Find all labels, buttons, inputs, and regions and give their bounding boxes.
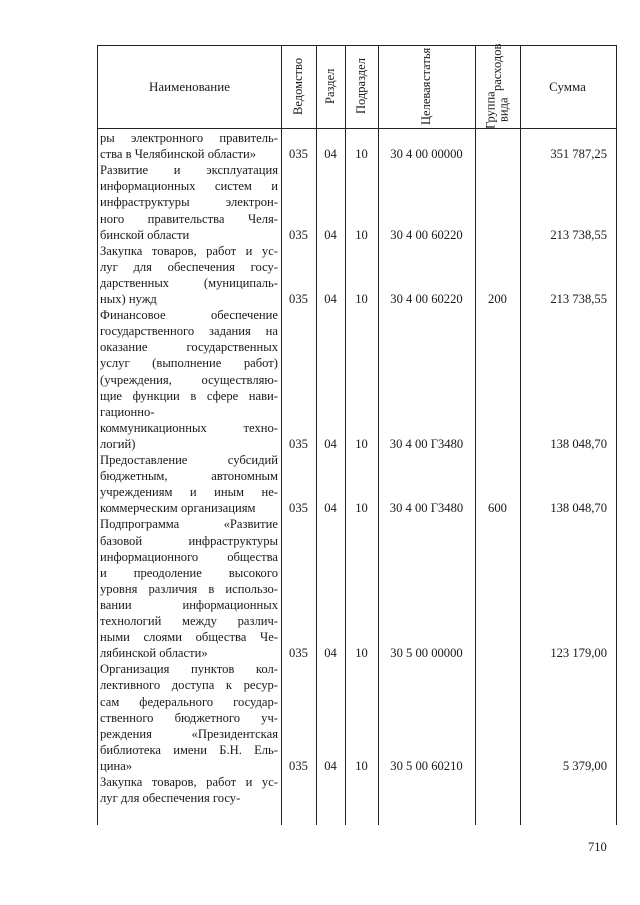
row-expense-group: 200: [488, 292, 507, 306]
row-name-line: бюджетным, автономным: [100, 469, 278, 484]
row-name-line: учреждениям и иным не-: [100, 485, 278, 500]
row-name-line: и преодоление высокого: [100, 565, 278, 580]
row-target-article: 30 4 00 60220: [390, 227, 463, 242]
row-subsection: 10: [355, 646, 368, 661]
row-name-line: библиотека имени Б.Н. Ель-: [100, 742, 278, 757]
row-target-article: 30 5 00 60210: [390, 758, 463, 773]
row-dept: 035: [289, 436, 308, 451]
row-name-line: коммерческим организациям: [100, 501, 256, 516]
row-section: 04: [324, 436, 337, 451]
row-name-line: цина»: [100, 758, 133, 773]
row-name-line: коммуникационных техно-: [100, 420, 278, 435]
header-subsection: Подраздел: [353, 58, 368, 115]
row-name-line: инфраструктуры электрон-: [100, 195, 278, 210]
row-name-line: (учреждения, осуществляю-: [100, 372, 278, 387]
header-group-line-2: расходов: [489, 43, 504, 92]
row-subsection: 10: [355, 292, 368, 306]
row-dept: 035: [289, 758, 308, 773]
row-subsection: 10: [355, 501, 368, 516]
row-name-line: луг для обеспечения госу-: [100, 259, 278, 274]
row-name-line: ственного бюджетного уч-: [100, 710, 278, 725]
row-section: 04: [324, 501, 337, 516]
row-sum: 123 179,00: [550, 646, 607, 661]
header-name: Наименование: [149, 78, 230, 94]
row-name-line: ства в Челябинской области»: [100, 147, 257, 162]
row-name-line: логий): [100, 436, 136, 451]
row-name-line: ными слоями общества Че-: [100, 630, 278, 645]
row-name-line: Закупка товаров, работ и ус-: [100, 243, 278, 258]
row-name-line: Финансовое обеспечение: [100, 308, 278, 323]
row-name-line: гационно-: [100, 404, 155, 419]
row-section: 04: [324, 758, 337, 773]
row-target-article: 30 5 00 00000: [390, 646, 463, 661]
row-name-line: лективного доступа к ресур-: [100, 678, 278, 693]
row-name-line: информационных систем и: [100, 179, 278, 194]
row-sum: 5 379,00: [562, 758, 607, 773]
row-dept: 035: [289, 147, 308, 162]
row-name-line: Предоставление субсидий: [100, 453, 278, 467]
row-section: 04: [324, 646, 337, 661]
row-dept: 035: [289, 501, 308, 516]
page-number: 710: [588, 840, 607, 854]
row-target-article: 30 4 00 Г3480: [389, 501, 464, 516]
row-sum: 138 048,70: [550, 501, 607, 516]
row-name-line: бинской области: [100, 227, 190, 242]
row-dept: 035: [289, 227, 308, 242]
row-name-line: Закупка товаров, работ и ус-: [100, 775, 278, 789]
row-subsection: 10: [355, 227, 368, 242]
row-dept: 035: [289, 292, 308, 306]
row-name-line: услуг (выполнение работ): [100, 356, 278, 371]
row-subsection: 10: [355, 147, 368, 162]
row-name-line: луг для обеспечения госу-: [100, 791, 241, 806]
row-target-article: 30 4 00 00000: [390, 147, 463, 162]
row-name-line: оказание государственных: [100, 340, 278, 355]
header-expense-group: [475, 45, 520, 128]
row-expense-group: 600: [488, 501, 507, 516]
row-sum: 351 787,25: [550, 147, 607, 162]
row-sum: 213 738,55: [550, 292, 607, 306]
row-target-article: 30 4 00 60220: [390, 292, 463, 306]
header-target-line-1: Целевая: [418, 81, 433, 125]
header-sum: Сумма: [549, 78, 586, 94]
row-target-article: 30 4 00 Г3480: [389, 436, 464, 451]
row-name-line: Организация пунктов кол-: [100, 662, 278, 677]
row-name-line: технологий между различ-: [100, 614, 278, 628]
row-name-line: сам федерального государ-: [100, 694, 278, 709]
row-name-line: уровня различия в использо-: [100, 581, 278, 596]
header-section: Раздел: [322, 68, 337, 105]
header-target-article: [378, 45, 475, 128]
row-name-line: реждения «Президентская: [100, 726, 278, 741]
header-dept: Ведомство: [290, 57, 305, 116]
header-bottom-border: [97, 128, 616, 129]
row-name-line: Развитие и эксплуатация: [100, 163, 278, 178]
row-section: 04: [324, 227, 337, 242]
row-name-line: ных) нужд: [100, 292, 157, 306]
row-name-line: государственного задания на: [100, 324, 278, 339]
row-sum: 213 738,55: [550, 227, 607, 242]
row-name-line: ры электронного правитель-: [100, 131, 278, 145]
header-group-line-1: Группа вида: [483, 91, 511, 130]
row-section: 04: [324, 147, 337, 162]
row-section: 04: [324, 292, 337, 306]
row-subsection: 10: [355, 758, 368, 773]
row-subsection: 10: [355, 436, 368, 451]
row-name-line: щие функции в сфере нави-: [100, 388, 278, 403]
row-dept: 035: [289, 646, 308, 661]
row-name-line: базовой инфраструктуры: [100, 533, 278, 548]
row-name-line: информационного общества: [100, 549, 278, 564]
row-name-line: вании информационных: [100, 597, 278, 612]
row-name-line: лябинской области»: [100, 646, 208, 661]
header-target-line-2: статья: [418, 48, 433, 82]
row-name-line: Подпрограмма «Развитие: [100, 517, 278, 532]
row-name-line: ного правительства Челя-: [100, 211, 278, 226]
row-name-line: дарственных (муниципаль-: [100, 275, 278, 290]
column-divider: [475, 45, 476, 825]
row-sum: 138 048,70: [550, 436, 607, 451]
